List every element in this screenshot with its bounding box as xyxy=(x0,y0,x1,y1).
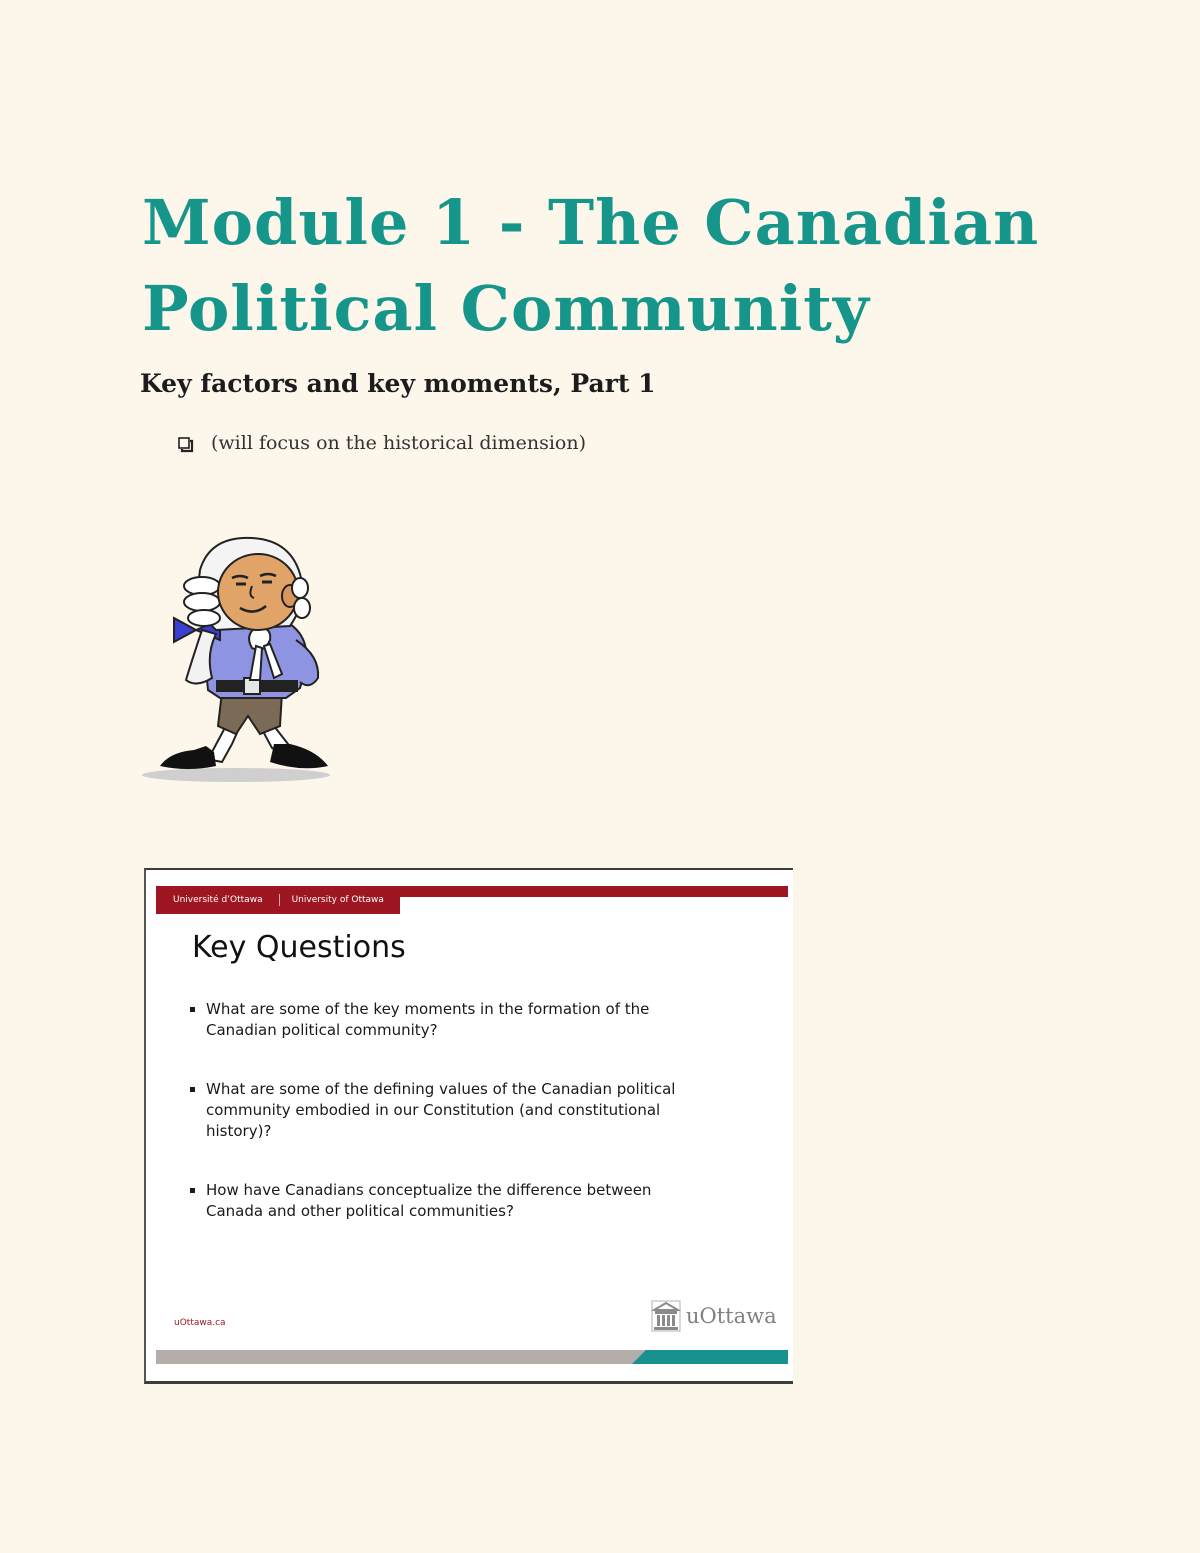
slide-question-list xyxy=(190,999,710,1260)
slide-tab-english: University of Ottawa xyxy=(291,895,384,905)
embedded-slide xyxy=(144,868,793,1384)
slide-footer-accent xyxy=(156,1350,788,1364)
slide-logo xyxy=(651,1300,777,1332)
slide-url: uOttawa.ca xyxy=(174,1318,226,1328)
slide-question-text: What are some of the defining values of the Canadian political community embodied in our Constitution (and constitutional history)? xyxy=(206,1080,676,1140)
square-bullet-icon xyxy=(190,1188,195,1193)
checkbox-bullet-icon xyxy=(178,432,194,454)
slide-university-tab xyxy=(156,886,400,914)
page-title: Module 1 - The Canadian Political Community xyxy=(142,186,1040,345)
slide-question-text: How have Canadians conceptualize the difference between Canada and other political communities? xyxy=(206,1181,652,1220)
slide-tab-french: Université d’Ottawa xyxy=(173,895,263,905)
slide-question xyxy=(190,1180,710,1222)
slide-question xyxy=(190,1079,710,1142)
square-bullet-icon xyxy=(190,1087,195,1092)
judge-mascot xyxy=(140,530,340,790)
slide-title: Key Questions xyxy=(192,930,406,965)
section-subtitle: Key factors and key moments, Part 1 xyxy=(140,369,656,398)
bullet-text: (will focus on the historical dimension) xyxy=(211,432,586,454)
slide-question-text: What are some of the key moments in the formation of the Canadian political community? xyxy=(206,1000,650,1039)
slide-tab-divider xyxy=(279,894,280,906)
slide-logo-text: uOttawa xyxy=(686,1304,777,1328)
square-bullet-icon xyxy=(190,1007,195,1012)
list-item xyxy=(178,428,586,458)
slide-question xyxy=(190,999,710,1041)
bullet-list xyxy=(178,428,586,458)
university-building-icon xyxy=(651,1300,681,1332)
